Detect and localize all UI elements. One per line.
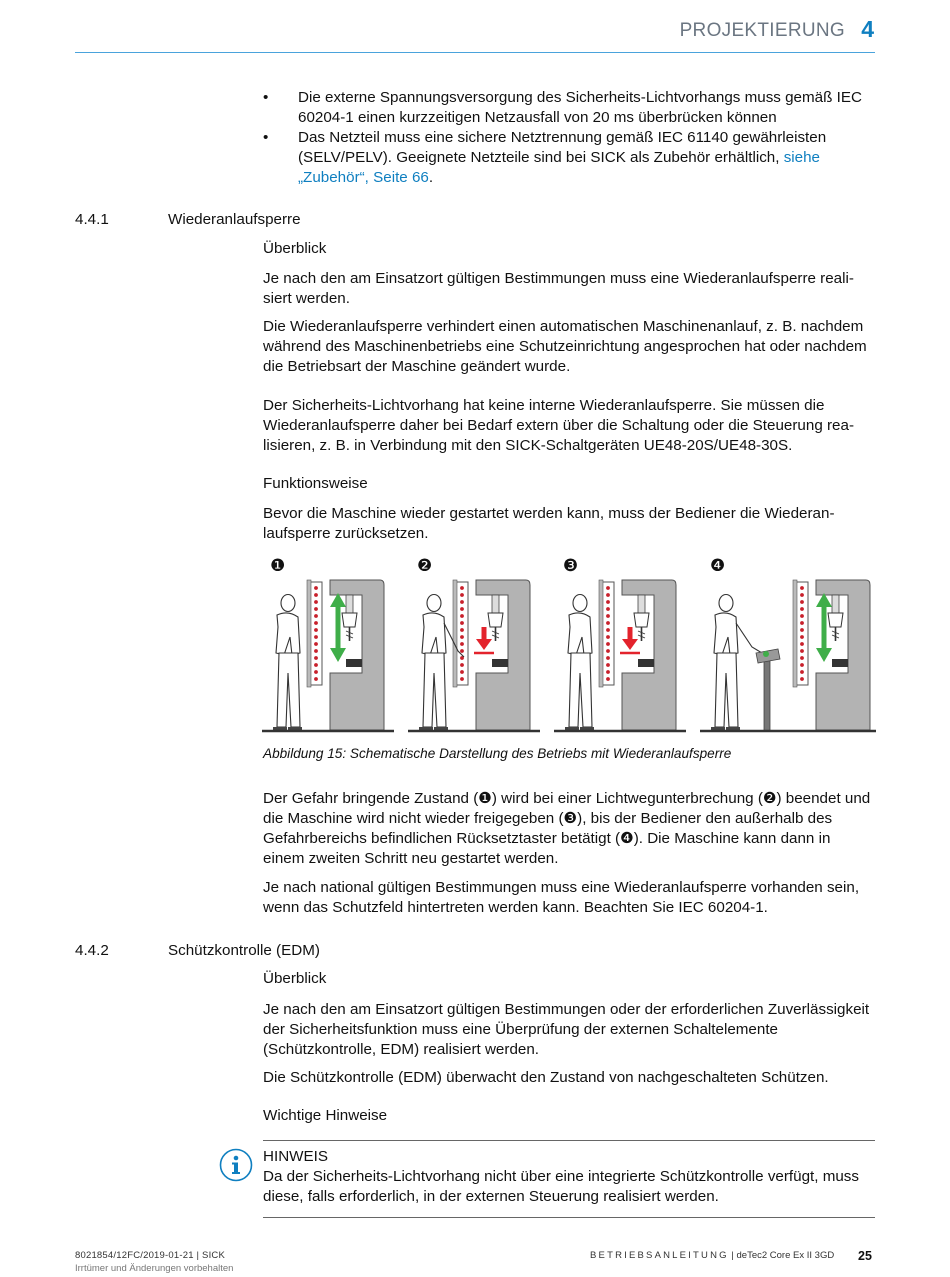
note-bottom-rule: [263, 1217, 875, 1218]
section-number: 4.4.2: [75, 942, 109, 959]
accessories-link[interactable]: siehe „Zubehör“, Seite 66: [298, 149, 820, 186]
bullet-marker: •: [263, 89, 269, 106]
subheading-overview: Überblick: [263, 240, 327, 257]
list-item: [263, 128, 875, 188]
paragraph: Der Sicherheits-Lichtvorhang hat keine interne Wiederanlaufsperre. Sie müssen die Wiederanlaufsperre daher bei Bedarf extern über die Schaltung oder die Steuerung realisieren, z. B. in Verbindung mit den SICK-Schaltgeräten UE48-20S/UE48-30S.: [263, 397, 854, 454]
paragraph: Bevor die Maschine wieder gestartet werden kann, muss der Bediener die Wiederanlaufsperre zurücksetzen.: [263, 505, 835, 542]
restart-interlock-figure: [262, 555, 876, 740]
figure-step-2: ❷: [417, 556, 433, 575]
subheading-function: Funktionsweise: [263, 475, 368, 492]
subheading-notes: Wichtige Hinweise: [263, 1107, 388, 1124]
list-item: [263, 88, 875, 128]
paragraph: Die Wiederanlaufsperre verhindert einen automatischen Maschinenanlauf, z. B. nachdem während des Maschinenbetriebs eine Schutzeinrichtung angesprochen hat oder nachdem die Betriebsart der Maschine geändert wurde.: [263, 318, 867, 375]
header-chapter-number: 4: [861, 16, 874, 42]
note-text: Da der Sicherheits-Lichtvorhang nicht über eine integrierte Schützkontrolle verfügt, muss diese, falls erforderlich, in der externen Steuerung realisiert werden.: [263, 1168, 859, 1205]
figure-step-4: ❹: [710, 556, 726, 575]
paragraph: Je nach den am Einsatzort gültigen Bestimmungen oder der erforderlichen Zuverlässigkeit der Sicherheitsfunktion muss eine Überprüfung der externen Schaltelemente (Schützkontrolle, EDM) realisiert werden.: [263, 1001, 870, 1058]
info-icon: [219, 1148, 253, 1182]
section-title: Schützkontrolle (EDM): [168, 942, 320, 959]
figure-panel-3: [554, 580, 686, 731]
bullet-marker: •: [263, 129, 269, 146]
section-title: Wiederanlaufsperre: [168, 211, 301, 228]
paragraph: Die Schützkontrolle (EDM) überwacht den Zustand von nachgeschalteten Schützen.: [263, 1069, 829, 1086]
paragraph: Je nach den am Einsatzort gültigen Bestimmungen muss eine Wiederanlaufsperre realisiert werden.: [263, 270, 854, 307]
figure-panel-2: [408, 580, 540, 731]
figure-step-1: ❶: [270, 556, 286, 575]
header-rule: [75, 52, 875, 53]
page-number: 25: [858, 1249, 872, 1263]
figure-panel-1: [262, 580, 394, 731]
paragraph: Je nach national gültigen Bestimmungen muss eine Wiederanlaufsperre vorhanden sein, wenn das Schutzfeld hintertreten werden kann. Beachten Sie IEC 60204-1.: [263, 879, 860, 916]
footer-product: | deTec2 Core Ex II 3GD: [728, 1250, 835, 1261]
footer-doctype-label: BETRIEBSANLEITUNG: [590, 1250, 729, 1261]
paragraph: Der Gefahr bringende Zustand (❶) wird bei einer Lichtwegunterbrechung (❷) beendet und die Maschine wird nicht wieder freigegeben (❸), bis der Bediener den außerhalb des Gefahrbereichs befindlichen Rücksetztaster betätigt (❹). Die Maschine kann dann in einem zweiten Schritt neu gestartet werden.: [263, 790, 871, 867]
bullet-text-end: .: [428, 169, 434, 186]
footer-disclaimer: Irrtümer und Änderungen vorbehalten: [75, 1263, 234, 1274]
footer-document-type: [590, 1250, 834, 1261]
figure-step-3: ❸: [563, 556, 579, 575]
footer-document-number: 8021854/12FC/2019-01-21 | SICK: [75, 1250, 226, 1261]
subheading-overview: Überblick: [263, 970, 327, 987]
header-section-title: PROJEKTIERUNG: [679, 20, 845, 41]
bullet-text: Die externe Spannungsversorgung des Sicherheits-Lichtvorhangs muss gemäß IEC 60204-1 einen kurzzeitigen Netzausfall von 20 ms überbrücken können: [298, 89, 862, 126]
bullet-text: Das Netzteil muss eine sichere Netztrennung gemäß IEC 61140 gewährleisten (SELV/PELV). Geeignete Netzteile sind bei SICK als Zubehör erhältlich,: [298, 129, 827, 166]
section-number: 4.4.1: [75, 211, 109, 228]
note-label: HINWEIS: [263, 1148, 328, 1165]
bullet-list: [263, 88, 875, 188]
figure-caption: Abbildung 15: Schematische Darstellung des Betriebs mit Wiederanlaufsperre: [263, 746, 732, 761]
figure-panel-4: [700, 580, 876, 731]
note-top-rule: [263, 1140, 875, 1141]
